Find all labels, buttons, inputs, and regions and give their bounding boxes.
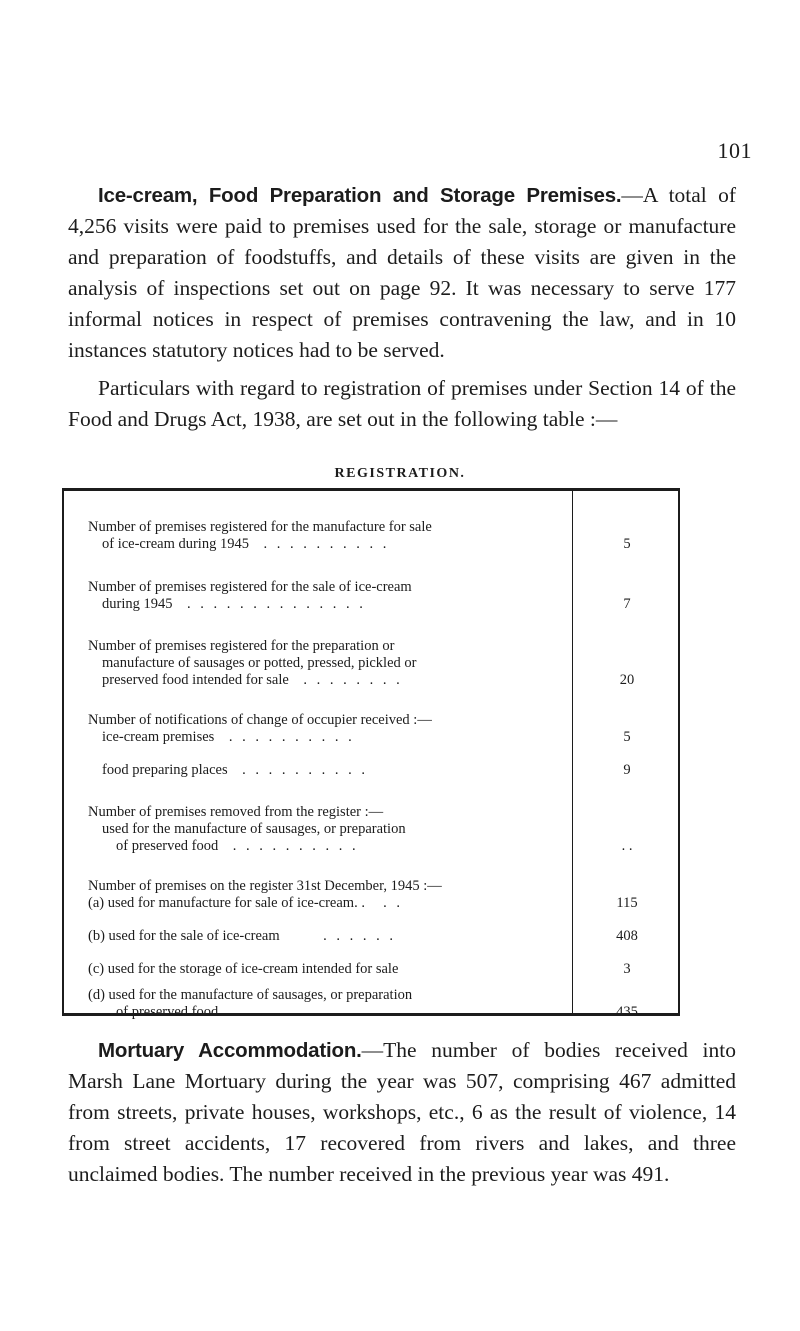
row-label (88, 638, 568, 689)
registration-intro-text: Particulars with regard to registration of premises under Section 14 of the Food and Drugs Act, 1938, are set out in the following table :— (68, 376, 736, 431)
row-value: 20 (619, 672, 635, 688)
leader-dots: . . (383, 895, 403, 911)
leader-dots: . . . . . . . . . . (242, 762, 368, 778)
page-number: 101 (717, 138, 752, 163)
row-line: Number of premises registered for the sale of ice-cream (88, 579, 412, 595)
row-label (88, 804, 568, 855)
row-line: (d) used for the manufacture of sausages, or preparation (88, 987, 413, 1003)
row-line: (a) used for manufacture for sale of ice-cream. . . . (88, 895, 403, 911)
ice-cream-text: —A total of 4,256 visits were paid to premises used for the sale, storage or manufacture and preparation of foodstuffs, and details of these visits are given in the analysis of inspections set out on page 92. It was necessary to serve 177 informal notices in respect of premises contravening the law, and in 10 instances statutory notices had to be served. (68, 183, 736, 362)
ice-cream-paragraph (68, 180, 736, 366)
row-value: 5 (623, 729, 631, 745)
row-line: of ice-cream during 1945 . . . . . . . . . . (102, 536, 390, 552)
row-line: food preparing places . . . . . . . . . . (102, 762, 368, 778)
registration-intro-paragraph (68, 373, 736, 435)
row-line: preserved food intended for sale . . . . . . . . (102, 672, 403, 688)
registration-table (62, 488, 680, 1020)
row-line: Number of notifications of change of occupier received :— (88, 712, 432, 728)
row-line: Number of premises registered for the manufacture for sale (88, 519, 432, 535)
leader-dots: . . . . . . . . . . (263, 536, 390, 552)
ice-cream-heading: Ice-cream, Food Preparation and Storage Premises. (98, 184, 622, 207)
row-line: of preserved food . . . . . . . . . . (116, 1004, 359, 1020)
row-label (88, 961, 568, 978)
leader-dots: . . . . . . . . (303, 672, 403, 688)
leader-dots: . . . . . . . . . . (228, 729, 355, 745)
row-value: 408 (616, 928, 638, 944)
row-value: 7 (623, 596, 631, 612)
row-line: ice-cream premises . . . . . . . . . . (102, 729, 355, 745)
row-line: Number of premises registered for the preparation or (88, 638, 395, 654)
leader-dots: . . . . . . . . . . . . . . (186, 596, 366, 612)
row-value: 5 (623, 536, 631, 552)
table-title: REGISTRATION. (334, 466, 466, 481)
row-line: of preserved food . . . . . . . . . . (116, 838, 359, 854)
row-line: manufacture of sausages or potted, pressed, pickled or (102, 655, 417, 671)
leader-dots: . . . . . . (323, 928, 396, 944)
row-value: 115 (616, 895, 638, 911)
row-label (88, 878, 568, 912)
mortuary-text: —The number of bodies received into Marsh Lane Mortuary during the year was 507, comprising 467 admitted from streets, private houses, workshops, etc., 6 as the result of violence, 14 from street accidents, 17 recovered from rivers and lakes, and three unclaimed bodies. The number received in the previous year was 491. (68, 1038, 736, 1186)
row-value: 3 (623, 961, 631, 977)
row-line: used for the manufacture of sausages, or preparation (102, 821, 406, 837)
row-label (88, 762, 568, 779)
leader-dots: . . . . . . . . . . (232, 838, 359, 854)
row-label (88, 987, 568, 1021)
row-line: Number of premises removed from the register :— (88, 804, 384, 820)
leader-dots: . . . . . . . . . . (232, 1004, 359, 1020)
row-value: . . (621, 838, 633, 854)
row-line: Number of premises on the register 31st December, 1945 :— (88, 878, 442, 894)
row-label (88, 519, 568, 553)
mortuary-paragraph (68, 1035, 736, 1190)
row-line: (b) used for the sale of ice-cream . . . . . . (88, 928, 396, 944)
row-label (88, 712, 568, 746)
row-value: 435 (616, 1004, 638, 1020)
row-line: during 1945 . . . . . . . . . . . . . . (102, 596, 366, 612)
row-label (88, 579, 568, 613)
row-value: 9 (623, 762, 631, 778)
row-label (88, 928, 568, 945)
row-line: (c) used for the storage of ice-cream intended for sale (88, 961, 399, 977)
mortuary-heading: Mortuary Accommodation. (98, 1039, 362, 1062)
